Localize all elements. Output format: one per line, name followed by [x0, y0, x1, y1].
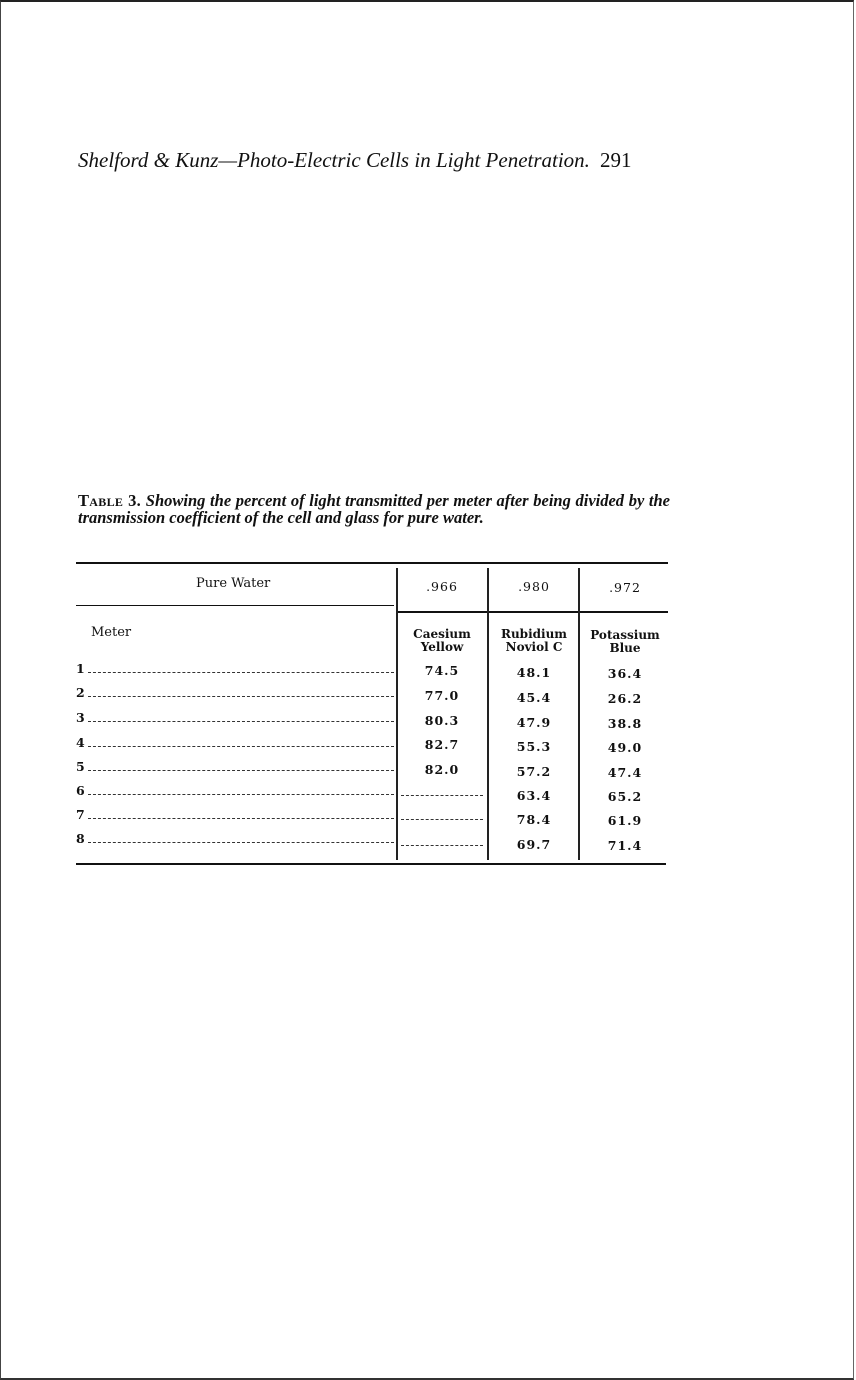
leader-dots: [88, 770, 394, 771]
meter-label: Meter: [91, 625, 132, 640]
column-header-line2: Blue: [609, 641, 641, 655]
table-cell: 69.7: [516, 837, 552, 852]
meter-number: 6: [76, 783, 85, 798]
column-header-line1: Rubidium: [500, 627, 568, 641]
table-cell: 71.4: [607, 838, 643, 853]
column-header-line2: Yellow: [420, 640, 464, 654]
leader-dots: [88, 721, 394, 722]
table-bottom-rule: [76, 863, 666, 865]
table-cell: 45.4: [516, 690, 552, 705]
blank-cell-dashes: [401, 819, 483, 820]
meter-number: 3: [76, 710, 85, 725]
table-caption: [78, 492, 670, 526]
table-label: Table 3.: [78, 491, 142, 510]
meter-number: 5: [76, 759, 85, 774]
table-cell: 74.5: [424, 663, 460, 678]
column-header-rubidium: [494, 628, 574, 654]
running-head: [78, 148, 678, 173]
pure-water-label: Pure Water: [196, 576, 271, 591]
table-cell: 65.2: [607, 789, 643, 804]
column-rule-3: [578, 568, 580, 860]
table-cell: 47.9: [516, 715, 552, 730]
table-cell: 36.4: [607, 666, 643, 681]
blank-cell-dashes: [401, 795, 483, 796]
table-cell: 47.4: [607, 765, 643, 780]
header-right-rule: [396, 611, 668, 613]
table-cell: 82.7: [424, 737, 460, 752]
data-table: [76, 562, 668, 868]
meter-number: 4: [76, 735, 85, 750]
table-cell: 82.0: [424, 762, 460, 777]
leader-dots: [88, 818, 394, 819]
leader-dots: [88, 842, 394, 843]
table-cell: 63.4: [516, 788, 552, 803]
column-rule-2: [487, 568, 489, 860]
table-cell: 49.0: [607, 740, 643, 755]
header-left-rule: [76, 605, 394, 606]
table-cell: 78.4: [516, 812, 552, 827]
meter-number: 2: [76, 685, 85, 700]
page-number: 291: [599, 148, 632, 172]
column-header-potassium: [585, 629, 665, 655]
column-header-line1: Potassium: [590, 628, 660, 642]
blank-cell-dashes: [401, 845, 483, 846]
leader-dots: [88, 794, 394, 795]
table-cell: 57.2: [516, 764, 552, 779]
leader-dots: [88, 672, 394, 673]
coefficient-rubidium: .980: [518, 579, 550, 594]
table-cell: 61.9: [607, 813, 643, 828]
running-head-title: Shelford & Kunz—Photo-Electric Cells in Light Penetration.: [78, 148, 590, 172]
table-cell: 80.3: [424, 713, 460, 728]
column-rule-1: [396, 568, 398, 860]
table-cell: 26.2: [607, 691, 643, 706]
column-header-caesium: [402, 628, 482, 654]
meter-number: 1: [76, 661, 85, 676]
coefficient-caesium: .966: [426, 579, 458, 594]
coefficient-potassium: .972: [609, 580, 641, 595]
table-top-rule: [76, 562, 668, 564]
table-cell: 55.3: [516, 739, 552, 754]
table-cell: 48.1: [516, 665, 552, 680]
leader-dots: [88, 746, 394, 747]
table-cell: 38.8: [607, 716, 643, 731]
leader-dots: [88, 696, 394, 697]
column-header-line1: Caesium: [413, 627, 471, 641]
meter-number: 7: [76, 807, 85, 822]
meter-number: 8: [76, 831, 85, 846]
table-cell: 77.0: [424, 688, 460, 703]
caption-text: Showing the percent of light transmitted per meter after being divided by the transmission coefficient of the cell and glass for pure water.: [78, 491, 671, 527]
column-header-line2: Noviol C: [505, 640, 563, 654]
